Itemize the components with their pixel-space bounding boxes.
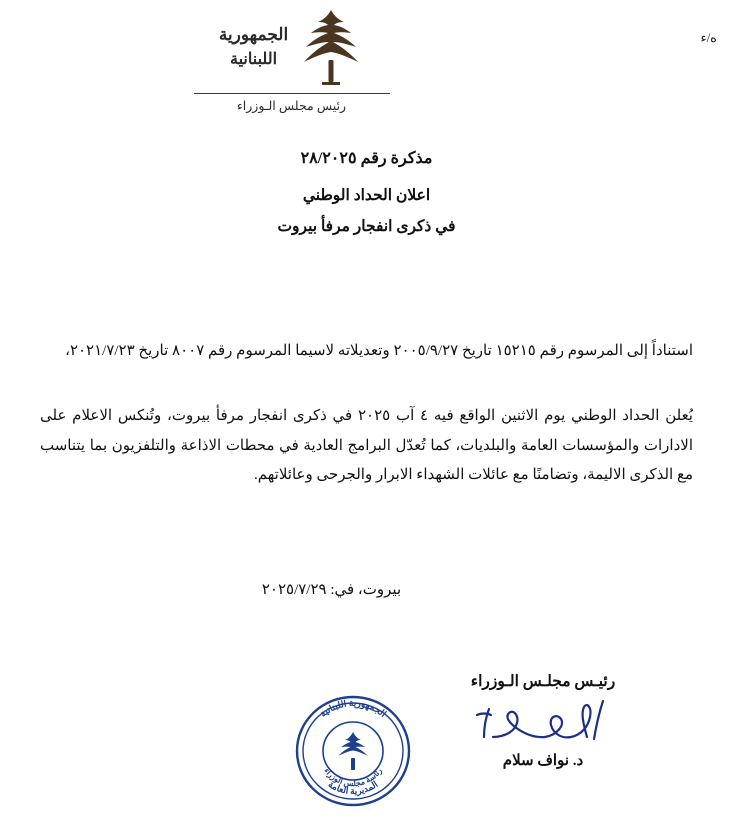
- body-paragraph-2: يُعلن الحداد الوطني يوم الاثنين الواقع فيه ٤ آب ٢٠٢٥ في ذكرى انفجار مرفأ بيروت، وتُنكس الاعلام على الادارات والمؤسسات العامة والبلديات، كما تُعدّل البرامج العادية في محطات الاذاعة والتلفزيون بما يتناسب مع الذكرى الاليمة، وتضامنًا مع عائلات الشهداء الابرار والجرحى وعائلاتهم.: [40, 408, 693, 483]
- letterhead-text: [219, 23, 288, 71]
- stamp-bottom-text: المديرية العامة: [326, 779, 380, 797]
- signatory-name: د. نواف سلام: [502, 753, 584, 769]
- letterhead: [0, 8, 733, 114]
- corner-mark: ه/ء: [700, 30, 717, 45]
- letterhead-divider: [194, 93, 390, 94]
- place-date-text: بيروت، في: ٢٠٢٥/٧/٢٩: [261, 582, 402, 598]
- document-subject-line-1: اعلان الحداد الوطني: [302, 187, 431, 204]
- document-number: مذكرة رقم ٢٨/٢٠٢٥: [300, 150, 433, 167]
- letterhead-subtitle: رئيس مجلس الـوزراء: [236, 99, 347, 113]
- signature-scribble-icon: [413, 693, 673, 749]
- signature-title: رئيـس مجلـس الـوزراء: [470, 673, 616, 690]
- title-block: [0, 148, 733, 236]
- letterhead-line-2: اللبنانية: [230, 50, 278, 68]
- document-body: [40, 322, 693, 505]
- stamp-middle-text: رئاسة مجلس الوزراء: [322, 766, 384, 789]
- place-and-date: [0, 580, 733, 599]
- cedar-tree-icon: [298, 8, 364, 86]
- document-subject-line-2: في ذكرى انفجار مرفأ بيروت: [277, 218, 456, 235]
- body-paragraph-1: استناداً إلى المرسوم رقم ١٥٢١٥ تاريخ ٢٠٠٥/٩/٢٧ وتعديلاته لاسيما المرسوم رقم ٨٠٠٧ تاريخ ٢٠٢١/٧/٢٣،: [65, 343, 693, 359]
- stamp-top-text: الجمهورية اللبنانية: [317, 697, 389, 719]
- signature-block: [413, 672, 673, 770]
- letterhead-line-1: الجمهورية: [218, 25, 289, 45]
- official-round-stamp-icon: [288, 688, 418, 814]
